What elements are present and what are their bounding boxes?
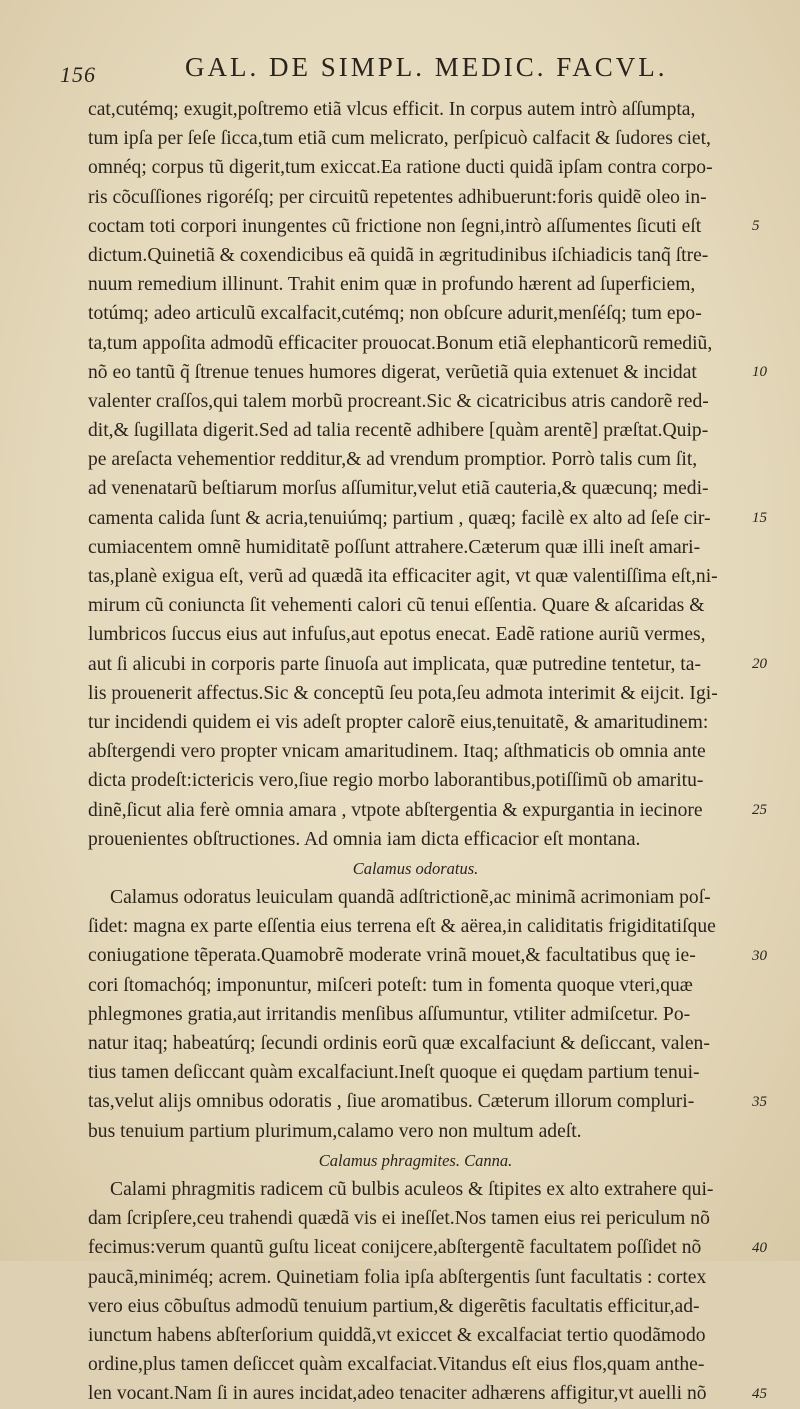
text-line: totúmq; adeo articulũ excalfacit,cutémq; non obſcure adurit,menſéſq; tum epo-: [88, 303, 702, 325]
margin-line-number: 35: [752, 1093, 767, 1110]
text-line: abſtergendi vero propter vnicam amaritudinem. Itaq; aſthmaticis ob omnia ante: [88, 741, 706, 763]
text-line: nõ eo tantũ q̃ ſtrenue tenues humores digerat, verũetiã quia extenuet & incidat: [88, 361, 697, 383]
text-line: ad venenatarũ beſtiarum morſus aſſumitur,velut etiã cauteria,& quæcunq; medi-: [88, 478, 709, 500]
text-line: tas,planè exigua eſt, verũ ad quædã ita efficaciter agit, vt quæ valentiſſima eſt,ni-: [88, 566, 718, 587]
margin-line-number: 45: [752, 1385, 767, 1402]
margin-line-number: 5: [752, 217, 760, 234]
margin-line-number: 40: [752, 1239, 767, 1256]
text-line: cori ſtomachóq; imponuntur, miſceri poteſt: tum in fomenta quoque vteri,quæ: [88, 974, 693, 996]
text-line: tur incidendi quidem ei vis adeſt propter calorẽ eius,tenuitatẽ, & amaritudinem:: [88, 711, 709, 733]
text-line: paucã,miniméq; acrem. Quinetiam folia ipſa abſtergentis ſunt facultatis : cortex: [88, 1266, 707, 1288]
text-line: tas,velut alijs omnibus odoratis , ſiue aromatibus. Cæterum illorum compluri-: [88, 1091, 695, 1113]
text-line: ſidet: magna ex parte eſſentia eius terrena eſt & aërea,in caliditatis frigiditatiſque: [88, 916, 716, 938]
margin-line-number: 25: [752, 801, 767, 818]
text-line: ta,tum appoſita admodũ efficaciter prouocat.Bonum etiã elephanticorũ remediũ,: [88, 332, 713, 354]
text-line: ris cõcuſſiones rigoréſq; per circuitũ repetentes adhibuerunt:foris quidẽ oleo in-: [88, 186, 707, 208]
text-line: dam ſcripſere,ceu trahendi quædã vis ei ineſſet.Nos tamen eius rei periculum nõ: [88, 1208, 710, 1230]
text-line: tum ipſa per ſeſe ſicca,tum etiã cum melicrato, perſpicuò calfacit & ſudores ciet,: [88, 128, 711, 150]
text-line: len vocant.Nam ſi in aures incidat,adeo tenaciter adhærens affigitur,vt auelli nõ: [88, 1383, 707, 1405]
text-line: bus tenuium partium plurimum,calamo vero non multum adeſt.: [88, 1120, 582, 1142]
text-line: prouenientes obſtructiones. Ad omnia iam dicta efficacior eſt montana.: [88, 828, 641, 850]
margin-line-number: 30: [752, 947, 767, 964]
text-line: aut ſi alicubi in corporis parte ſinuoſa aut implicata, quæ putredine tentetur, ta-: [88, 653, 701, 675]
text-line: coniugatione tẽperata.Quamobrẽ moderate vrinã mouet,& facultatibus quę ie-: [88, 945, 696, 967]
text-line: dinẽ,ſicut alia ferè omnia amara , vtpote abſtergentia & expurgantia in iecinore: [88, 799, 703, 821]
text-line: lis prouenerit affectus.Sic & conceptũ ſeu pota,ſeu admota interimit & eijcit. Igi-: [88, 682, 718, 704]
margin-line-number: 20: [752, 655, 767, 672]
text-line: cat,cutémq; exugit,poſtremo etiã vlcus efficit. In corpus autem intrò aſſumpta,: [88, 99, 696, 120]
text-line: vero eius cõbuſtus admodũ tenuium partium,& digerẽtis facultatis efficitur,ad-: [88, 1295, 700, 1317]
page-header: [60, 52, 760, 92]
text-line: phlegmones gratia,aut irritandis menſibus aſſumuntur, vtiliter admiſcetur. Po-: [88, 1003, 691, 1025]
running-title: GAL. DE SIMPL. MEDIC. FACVL.: [185, 52, 668, 82]
text-line: iunctum habens abſterſorium quiddã,vt exiccet & excalfaciat tertio quodãmodo: [88, 1324, 706, 1346]
page-number: 156: [60, 62, 96, 87]
section-heading-calamus-phragmites: Calamus phragmites. Canna.: [318, 1150, 513, 1170]
text-line: Calami phragmitis radicem cũ bulbis aculeos & ſtipites ex alto extrahere qui-: [110, 1178, 714, 1200]
text-line: dicta prodeſt:ictericis vero,ſiue regio morbo laborantibus,potiſſimũ ob amaritu-: [88, 770, 704, 792]
text-line: valenter craſſos,qui talem morbũ procreant.Sic & cicatricibus atris candorẽ red-: [88, 390, 709, 412]
text-line: natur itaq; habeatúrq; ſecundi ordinis eorũ quæ excalfaciunt & deſiccant, valen-: [88, 1033, 710, 1054]
text-line: cumiacentem omnẽ humiditatẽ poſſunt attrahere.Cæterum quæ illi ineſt amari-: [88, 536, 701, 558]
section-heading-calamus-odoratus: Calamus odoratus.: [352, 858, 479, 878]
main-text: [88, 95, 743, 1408]
text-line: mirum cũ coniuncta ſit vehementi calori cũ tenui eſſentia. Quare & aſcaridas &: [88, 595, 705, 617]
text-line: lumbricos ſuccus eius aut infuſus,aut epotus enecat. Eadẽ ratione auriũ vermes,: [88, 624, 706, 646]
text-line: fecimus:verum quantũ guſtu liceat conijcere,abſtergentẽ facultatem poſſidet nõ: [88, 1237, 702, 1259]
text-line: omnéq; corpus tũ digerit,tum exiccat.Ea ratione ducti quidã ipſam contra corpo-: [88, 157, 713, 179]
text-line: coctam toti corpori inungentes cũ frictione non ſegni,intrò aſſumentes ſicuti eſt: [88, 215, 702, 237]
margin-line-number: 15: [752, 509, 767, 526]
text-line: camenta calida ſunt & acria,tenuiúmq; partium , quæq; facilè ex alto ad ſeſe cir-: [88, 507, 711, 529]
text-line: Calamus odoratus leuiculam quandã adſtrictionẽ,ac minimã acrimoniam poſ-: [110, 887, 711, 909]
text-line: ordine,plus tamen deſiccet quàm excalfaciat.Vitandus eſt eius flos,quam anthe-: [88, 1354, 705, 1376]
margin-line-number: 10: [752, 363, 767, 380]
text-line: nuum remedium illinunt. Trahit enim quæ in profundo hærent ad ſuperficiem,: [88, 274, 696, 296]
text-line: tius tamen deſiccant quàm excalfaciunt.Ineſt quoque ei quędam partium tenui-: [88, 1062, 700, 1084]
text-line: dictum.Quinetiã & coxendicibus eã quidã in ægritudinibus iſchiadicis tanq̃ ſtre-: [88, 244, 709, 266]
text-line: pe areſacta vehementior redditur,& ad vrendum promptior. Porrò talis cum ſit,: [88, 449, 698, 471]
text-line: dit,& ſugillata digerit.Sed ad talia recentẽ adhibere [quàm arentẽ] præſtat.Quip-: [88, 420, 709, 442]
